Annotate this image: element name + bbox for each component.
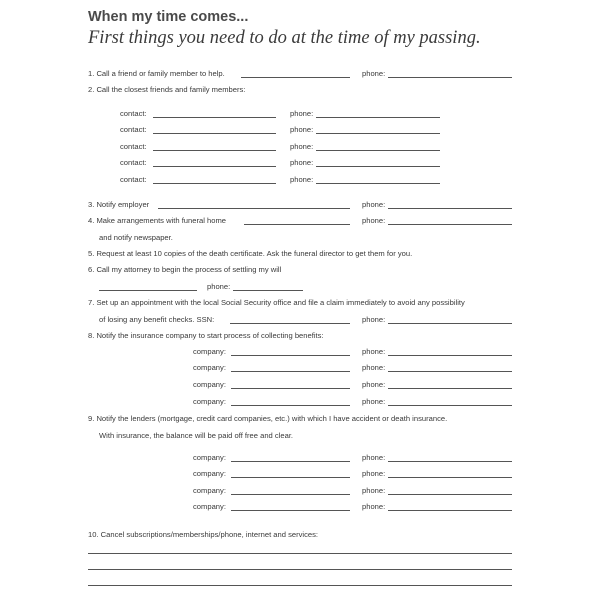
lender-company-label: company: xyxy=(193,486,226,495)
contact-field[interactable] xyxy=(153,150,276,151)
contact-phone-field[interactable] xyxy=(316,150,440,151)
contact-phone-label: phone: xyxy=(290,125,314,134)
item-7-continued: of losing any benefit checks. SSN: xyxy=(99,315,215,324)
lender-company-field[interactable] xyxy=(231,510,350,511)
contact-phone-label: phone: xyxy=(290,142,314,151)
item-9-text: 9. Notify the lenders (mortgage, credit card companies, etc.) with which I have accident or death insurance. xyxy=(88,414,448,423)
attorney-field[interactable] xyxy=(99,290,197,291)
lender-phone-label: phone: xyxy=(362,502,386,511)
subscriptions-field[interactable] xyxy=(88,585,512,586)
item-1-phone-field[interactable] xyxy=(388,77,512,78)
lender-phone-field[interactable] xyxy=(388,461,512,462)
funeral-home-field[interactable] xyxy=(244,224,350,225)
contact-label: contact: xyxy=(120,175,147,184)
contact-phone-label: phone: xyxy=(290,158,314,167)
ssn-field[interactable] xyxy=(230,323,350,324)
contact-field[interactable] xyxy=(153,183,276,184)
subscriptions-field[interactable] xyxy=(88,553,512,554)
employer-phone-label: phone: xyxy=(362,200,386,209)
contact-field[interactable] xyxy=(153,117,276,118)
item-5-text: 5. Request at least 10 copies of the death certificate. Ask the funeral director to get them for you. xyxy=(88,249,413,258)
company-phone-label: phone: xyxy=(362,347,386,356)
contact-label: contact: xyxy=(120,109,147,118)
item-10-text: 10. Cancel subscriptions/memberships/phone, internet and services: xyxy=(88,530,319,539)
funeral-home-phone-field[interactable] xyxy=(388,224,512,225)
company-phone-field[interactable] xyxy=(388,371,512,372)
ssn-phone-field[interactable] xyxy=(388,323,512,324)
item-1-text: 1. Call a friend or family member to help. xyxy=(88,69,225,78)
lender-company-field[interactable] xyxy=(231,477,350,478)
item-6-text: 6. Call my attorney to begin the process of settling my will xyxy=(88,265,282,274)
contact-phone-label: phone: xyxy=(290,175,314,184)
contact-phone-field[interactable] xyxy=(316,133,440,134)
company-label: company: xyxy=(193,363,226,372)
item-3-text: 3. Notify employer xyxy=(88,200,150,209)
company-label: company: xyxy=(193,380,226,389)
contact-label: contact: xyxy=(120,125,147,134)
employer-phone-field[interactable] xyxy=(388,208,512,209)
company-field[interactable] xyxy=(231,405,350,406)
item-8-text: 8. Notify the insurance company to start process of collecting benefits: xyxy=(88,331,324,340)
lender-company-field[interactable] xyxy=(231,461,350,462)
contact-phone-field[interactable] xyxy=(316,183,440,184)
company-field[interactable] xyxy=(231,371,350,372)
company-label: company: xyxy=(193,347,226,356)
ssn-phone-label: phone: xyxy=(362,315,386,324)
page-subtitle: First things you need to do at the time of my passing. xyxy=(88,28,481,48)
company-field[interactable] xyxy=(231,355,350,356)
item-2-text: 2. Call the closest friends and family members: xyxy=(88,85,246,94)
lender-company-label: company: xyxy=(193,453,226,462)
item-7-text: 7. Set up an appointment with the local Social Security office and file a claim immediately to avoid any possibility xyxy=(88,298,465,307)
lender-phone-label: phone: xyxy=(362,486,386,495)
lender-phone-field[interactable] xyxy=(388,510,512,511)
lender-company-label: company: xyxy=(193,502,226,511)
lender-phone-label: phone: xyxy=(362,453,386,462)
item-1-phone-label: phone: xyxy=(362,69,386,78)
lender-phone-field[interactable] xyxy=(388,494,512,495)
attorney-phone-label: phone: xyxy=(207,282,231,291)
contact-phone-field[interactable] xyxy=(316,117,440,118)
contact-label: contact: xyxy=(120,158,147,167)
item-9-continued: With insurance, the balance will be paid off free and clear. xyxy=(99,431,294,440)
company-label: company: xyxy=(193,397,226,406)
item-4-text: 4. Make arrangements with funeral home xyxy=(88,216,227,225)
company-phone-field[interactable] xyxy=(388,388,512,389)
item-1-name-field[interactable] xyxy=(241,77,350,78)
lender-company-field[interactable] xyxy=(231,494,350,495)
company-field[interactable] xyxy=(231,388,350,389)
subscriptions-field[interactable] xyxy=(88,569,512,570)
item-4-continued: and notify newspaper. xyxy=(99,233,173,242)
company-phone-label: phone: xyxy=(362,397,386,406)
contact-phone-label: phone: xyxy=(290,109,314,118)
contact-field[interactable] xyxy=(153,166,276,167)
lender-company-label: company: xyxy=(193,469,226,478)
contact-field[interactable] xyxy=(153,133,276,134)
employer-field[interactable] xyxy=(158,208,350,209)
page-title: When my time comes... xyxy=(88,9,249,25)
lender-phone-label: phone: xyxy=(362,469,386,478)
funeral-home-phone-label: phone: xyxy=(362,216,386,225)
company-phone-field[interactable] xyxy=(388,405,512,406)
company-phone-label: phone: xyxy=(362,363,386,372)
lender-phone-field[interactable] xyxy=(388,477,512,478)
attorney-phone-field[interactable] xyxy=(233,290,303,291)
contact-phone-field[interactable] xyxy=(316,166,440,167)
company-phone-field[interactable] xyxy=(388,355,512,356)
contact-label: contact: xyxy=(120,142,147,151)
company-phone-label: phone: xyxy=(362,380,386,389)
